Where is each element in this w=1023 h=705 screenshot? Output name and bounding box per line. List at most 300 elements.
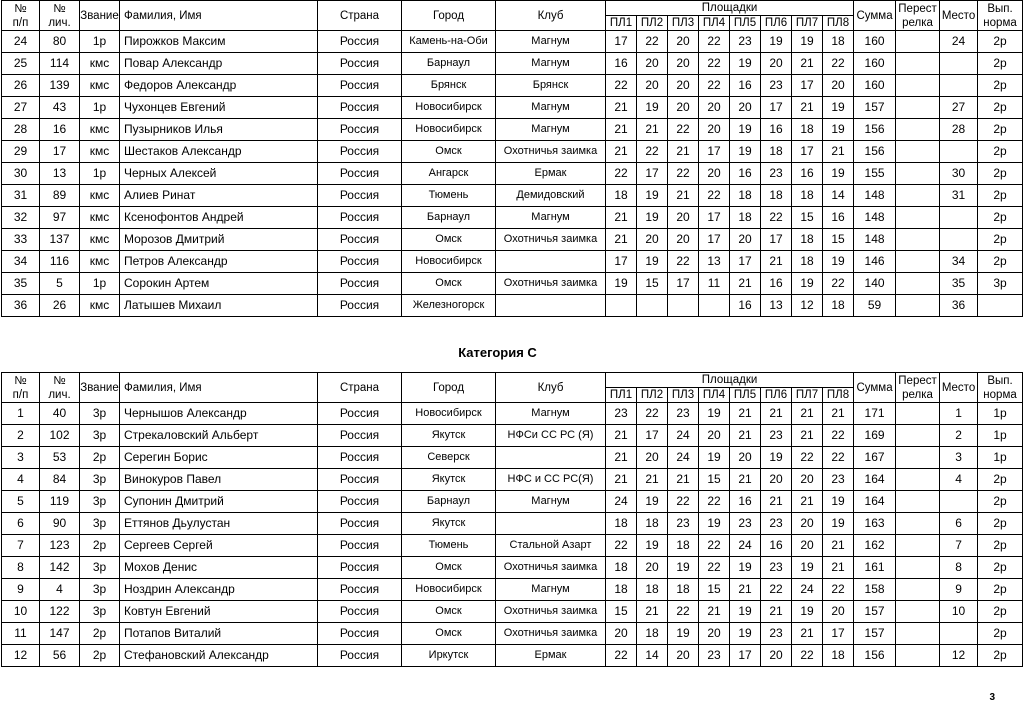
header-norm: Вып. норма — [978, 1, 1023, 31]
cell-place: 9 — [940, 579, 978, 601]
cell-score-pl3: 22 — [668, 251, 699, 273]
cell-city: Тюмень — [402, 535, 496, 557]
cell-score-pl7: 19 — [792, 601, 823, 623]
header-lic: № лич. — [40, 373, 80, 403]
cell-score-pl8: 21 — [823, 535, 854, 557]
cell-country: Россия — [318, 579, 402, 601]
cell-name: Повар Александр — [120, 53, 318, 75]
cell-score-pl5: 17 — [730, 645, 761, 667]
cell-shootoff — [896, 207, 940, 229]
cell-club: Магнум — [496, 403, 606, 425]
cell-score-pl2: 18 — [637, 513, 668, 535]
cell-shootoff — [896, 557, 940, 579]
table-row — [2, 535, 1023, 557]
cell-total: 160 — [854, 75, 896, 97]
cell-place: 35 — [940, 273, 978, 295]
cell-score-pl3: 20 — [668, 645, 699, 667]
cell-score-pl7: 24 — [792, 579, 823, 601]
cell-score-pl3: 21 — [668, 185, 699, 207]
cell-name: Чернышов Александр — [120, 403, 318, 425]
cell-shootoff — [896, 491, 940, 513]
table-row — [2, 229, 1023, 251]
cell-place: 12 — [940, 645, 978, 667]
cell-score-pl7: 22 — [792, 447, 823, 469]
cell-club: Ермак — [496, 163, 606, 185]
cell-norm: 2р — [978, 119, 1023, 141]
cell-score-pl6: 21 — [761, 251, 792, 273]
cell-license: 17 — [40, 141, 80, 163]
cell-norm: 2р — [978, 53, 1023, 75]
cell-score-pl5: 16 — [730, 491, 761, 513]
cell-score-pl5: 23 — [730, 513, 761, 535]
cell-score-pl6: 17 — [761, 97, 792, 119]
cell-score-pl5: 20 — [730, 229, 761, 251]
cell-no: 9 — [2, 579, 40, 601]
cell-shootoff — [896, 119, 940, 141]
cell-score-pl1: 21 — [606, 97, 637, 119]
cell-license: 142 — [40, 557, 80, 579]
cell-score-pl4: 22 — [699, 53, 730, 75]
cell-score-pl6: 19 — [761, 31, 792, 53]
cell-score-pl1: 17 — [606, 31, 637, 53]
cell-place: 27 — [940, 97, 978, 119]
cell-club: Магнум — [496, 119, 606, 141]
cell-score-pl2: 20 — [637, 53, 668, 75]
header-norm: Вып. норма — [978, 373, 1023, 403]
cell-license: 5 — [40, 273, 80, 295]
cell-score-pl3: 22 — [668, 119, 699, 141]
cell-score-pl4: 22 — [699, 31, 730, 53]
cell-score-pl8: 19 — [823, 513, 854, 535]
cell-rank: 2р — [80, 645, 120, 667]
cell-no: 12 — [2, 645, 40, 667]
cell-score-pl8: 19 — [823, 251, 854, 273]
cell-score-pl7: 17 — [792, 141, 823, 163]
cell-score-pl1: 22 — [606, 75, 637, 97]
cell-score-pl7: 20 — [792, 535, 823, 557]
header-range-2: ПЛ2 — [637, 388, 668, 403]
cell-rank: 3р — [80, 469, 120, 491]
table-row — [2, 163, 1023, 185]
cell-license: 114 — [40, 53, 80, 75]
cell-place: 31 — [940, 185, 978, 207]
cell-total: 161 — [854, 557, 896, 579]
cell-name: Латышев Михаил — [120, 295, 318, 317]
cell-license: 84 — [40, 469, 80, 491]
table-header — [2, 1, 1023, 31]
cell-shootoff — [896, 623, 940, 645]
cell-score-pl3: 24 — [668, 447, 699, 469]
cell-score-pl2: 17 — [637, 425, 668, 447]
cell-club: Охотничья заимка — [496, 601, 606, 623]
cell-total: 157 — [854, 97, 896, 119]
cell-rank: кмс — [80, 207, 120, 229]
cell-score-pl3: 23 — [668, 403, 699, 425]
cell-score-pl3: 18 — [668, 579, 699, 601]
cell-score-pl2: 18 — [637, 623, 668, 645]
table-row — [2, 623, 1023, 645]
cell-shootoff — [896, 163, 940, 185]
table-row — [2, 579, 1023, 601]
cell-license: 97 — [40, 207, 80, 229]
cell-score-pl4: 22 — [699, 557, 730, 579]
cell-license: 13 — [40, 163, 80, 185]
cell-total: 148 — [854, 185, 896, 207]
cell-city: Барнаул — [402, 491, 496, 513]
cell-name: Супонин Дмитрий — [120, 491, 318, 513]
cell-shootoff — [896, 53, 940, 75]
cell-norm: 2р — [978, 251, 1023, 273]
cell-club: Ермак — [496, 645, 606, 667]
cell-norm: 2р — [978, 491, 1023, 513]
cell-city: Омск — [402, 141, 496, 163]
cell-norm: 2р — [978, 163, 1023, 185]
table-row — [2, 601, 1023, 623]
cell-country: Россия — [318, 119, 402, 141]
cell-score-pl3: 22 — [668, 601, 699, 623]
cell-score-pl5: 19 — [730, 601, 761, 623]
table-row — [2, 251, 1023, 273]
cell-score-pl1: 24 — [606, 491, 637, 513]
cell-score-pl8: 20 — [823, 75, 854, 97]
cell-city: Барнаул — [402, 53, 496, 75]
cell-score-pl3: 19 — [668, 557, 699, 579]
cell-place: 8 — [940, 557, 978, 579]
cell-name: Алиев Ринат — [120, 185, 318, 207]
cell-country: Россия — [318, 75, 402, 97]
cell-city: Омск — [402, 601, 496, 623]
cell-club: Охотничья заимка — [496, 229, 606, 251]
cell-score-pl2: 21 — [637, 469, 668, 491]
table-row — [2, 469, 1023, 491]
table-header — [2, 373, 1023, 403]
cell-norm — [978, 295, 1023, 317]
cell-city: Новосибирск — [402, 579, 496, 601]
cell-total: 155 — [854, 163, 896, 185]
cell-score-pl2: 22 — [637, 31, 668, 53]
cell-rank: кмс — [80, 295, 120, 317]
table-row — [2, 75, 1023, 97]
cell-score-pl7: 18 — [792, 185, 823, 207]
cell-rank: 3р — [80, 491, 120, 513]
header-lic: № лич. — [40, 1, 80, 31]
table-row — [2, 425, 1023, 447]
cell-license: 102 — [40, 425, 80, 447]
cell-rank: 1р — [80, 163, 120, 185]
cell-country: Россия — [318, 601, 402, 623]
cell-score-pl7: 19 — [792, 273, 823, 295]
header-city: Город — [402, 1, 496, 31]
cell-no: 25 — [2, 53, 40, 75]
cell-name: Пузырников Илья — [120, 119, 318, 141]
cell-name: Потапов Виталий — [120, 623, 318, 645]
cell-score-pl7: 21 — [792, 97, 823, 119]
cell-rank: 2р — [80, 623, 120, 645]
cell-score-pl4: 21 — [699, 601, 730, 623]
cell-total: 171 — [854, 403, 896, 425]
cell-score-pl8: 19 — [823, 163, 854, 185]
cell-score-pl6: 18 — [761, 185, 792, 207]
cell-norm: 1р — [978, 447, 1023, 469]
cell-norm: 2р — [978, 185, 1023, 207]
cell-city: Барнаул — [402, 207, 496, 229]
cell-norm: 2р — [978, 469, 1023, 491]
table-row — [2, 513, 1023, 535]
cell-license: 137 — [40, 229, 80, 251]
cell-score-pl2: 22 — [637, 141, 668, 163]
cell-total: 140 — [854, 273, 896, 295]
cell-country: Россия — [318, 53, 402, 75]
cell-score-pl4: 22 — [699, 535, 730, 557]
cell-name: Ковтун Евгений — [120, 601, 318, 623]
cell-norm: 2р — [978, 513, 1023, 535]
header-range-7: ПЛ7 — [792, 16, 823, 31]
cell-score-pl2: 21 — [637, 119, 668, 141]
cell-score-pl8: 15 — [823, 229, 854, 251]
cell-score-pl2: 19 — [637, 251, 668, 273]
cell-country: Россия — [318, 469, 402, 491]
cell-rank: 2р — [80, 535, 120, 557]
cell-country: Россия — [318, 295, 402, 317]
cell-rank: кмс — [80, 53, 120, 75]
cell-no: 8 — [2, 557, 40, 579]
cell-score-pl7: 16 — [792, 163, 823, 185]
cell-name: Винокуров Павел — [120, 469, 318, 491]
cell-city: Омск — [402, 557, 496, 579]
cell-name: Стефановский Александр — [120, 645, 318, 667]
cell-norm: 2р — [978, 579, 1023, 601]
cell-score-pl6: 22 — [761, 207, 792, 229]
cell-score-pl5: 21 — [730, 273, 761, 295]
cell-score-pl6: 23 — [761, 623, 792, 645]
cell-place: 30 — [940, 163, 978, 185]
cell-score-pl4: 20 — [699, 163, 730, 185]
header-range-5: ПЛ5 — [730, 388, 761, 403]
cell-no: 34 — [2, 251, 40, 273]
cell-no: 11 — [2, 623, 40, 645]
cell-score-pl4: 22 — [699, 185, 730, 207]
cell-place: 1 — [940, 403, 978, 425]
cell-score-pl8: 23 — [823, 469, 854, 491]
cell-club — [496, 295, 606, 317]
cell-score-pl4: 22 — [699, 75, 730, 97]
cell-shootoff — [896, 75, 940, 97]
cell-score-pl8: 19 — [823, 491, 854, 513]
cell-total: 157 — [854, 601, 896, 623]
cell-name: Федоров Александр — [120, 75, 318, 97]
cell-total: 146 — [854, 251, 896, 273]
cell-club: Магнум — [496, 53, 606, 75]
cell-license: 119 — [40, 491, 80, 513]
cell-score-pl2: 19 — [637, 207, 668, 229]
cell-score-pl6: 20 — [761, 645, 792, 667]
cell-shootoff — [896, 185, 940, 207]
cell-country: Россия — [318, 645, 402, 667]
cell-license: 43 — [40, 97, 80, 119]
cell-score-pl4: 20 — [699, 97, 730, 119]
cell-no: 28 — [2, 119, 40, 141]
cell-score-pl8: 21 — [823, 141, 854, 163]
category-title: Категория С — [458, 345, 537, 360]
cell-score-pl3: 22 — [668, 491, 699, 513]
cell-score-pl5: 19 — [730, 119, 761, 141]
cell-norm: 2р — [978, 623, 1023, 645]
cell-score-pl2: 19 — [637, 97, 668, 119]
cell-score-pl5: 24 — [730, 535, 761, 557]
cell-city: Омск — [402, 273, 496, 295]
cell-license: 56 — [40, 645, 80, 667]
cell-score-pl6: 18 — [761, 141, 792, 163]
cell-name: Морозов Дмитрий — [120, 229, 318, 251]
cell-place: 4 — [940, 469, 978, 491]
cell-license: 147 — [40, 623, 80, 645]
cell-score-pl8: 17 — [823, 623, 854, 645]
header-range-6: ПЛ6 — [761, 16, 792, 31]
cell-score-pl7: 12 — [792, 295, 823, 317]
header-range-7: ПЛ7 — [792, 388, 823, 403]
cell-score-pl6: 23 — [761, 557, 792, 579]
cell-name: Сергеев Сергей — [120, 535, 318, 557]
cell-norm: 2р — [978, 601, 1023, 623]
cell-score-pl6: 16 — [761, 273, 792, 295]
cell-club — [496, 251, 606, 273]
cell-country: Россия — [318, 535, 402, 557]
cell-no: 31 — [2, 185, 40, 207]
cell-no: 32 — [2, 207, 40, 229]
cell-place: 10 — [940, 601, 978, 623]
header-range-1: ПЛ1 — [606, 16, 637, 31]
cell-city: Северск — [402, 447, 496, 469]
cell-score-pl5: 23 — [730, 31, 761, 53]
cell-club: Магнум — [496, 97, 606, 119]
cell-score-pl2: 19 — [637, 185, 668, 207]
cell-score-pl5: 21 — [730, 425, 761, 447]
cell-score-pl5: 19 — [730, 557, 761, 579]
cell-shootoff — [896, 97, 940, 119]
cell-score-pl5: 20 — [730, 447, 761, 469]
cell-license: 90 — [40, 513, 80, 535]
cell-score-pl4: 11 — [699, 273, 730, 295]
cell-club: Магнум — [496, 31, 606, 53]
cell-score-pl8: 22 — [823, 425, 854, 447]
table-body-top — [2, 31, 1023, 317]
cell-rank: 3р — [80, 403, 120, 425]
cell-rank: 2р — [80, 447, 120, 469]
cell-shootoff — [896, 251, 940, 273]
cell-score-pl6: 22 — [761, 579, 792, 601]
cell-score-pl6: 23 — [761, 163, 792, 185]
cell-club: Брянск — [496, 75, 606, 97]
header-range-3: ПЛ3 — [668, 16, 699, 31]
cell-shootoff — [896, 469, 940, 491]
cell-name: Серегин Борис — [120, 447, 318, 469]
cell-no: 30 — [2, 163, 40, 185]
cell-norm: 2р — [978, 141, 1023, 163]
cell-score-pl7: 15 — [792, 207, 823, 229]
cell-score-pl7: 19 — [792, 557, 823, 579]
cell-city: Якутск — [402, 469, 496, 491]
cell-country: Россия — [318, 513, 402, 535]
cell-norm: 1р — [978, 425, 1023, 447]
cell-norm: 2р — [978, 535, 1023, 557]
header-shootoff: Перест релка — [896, 373, 940, 403]
cell-club: Охотничья заимка — [496, 557, 606, 579]
cell-city: Новосибирск — [402, 251, 496, 273]
cell-rank: 3р — [80, 557, 120, 579]
cell-norm: 2р — [978, 97, 1023, 119]
cell-score-pl4: 22 — [699, 491, 730, 513]
header-shootoff: Перест релка — [896, 1, 940, 31]
cell-total: 148 — [854, 229, 896, 251]
cell-score-pl5: 16 — [730, 295, 761, 317]
cell-club: НФСи СС РС (Я) — [496, 425, 606, 447]
cell-score-pl3: 20 — [668, 53, 699, 75]
cell-score-pl1: 23 — [606, 403, 637, 425]
cell-city: Якутск — [402, 425, 496, 447]
cell-city: Якутск — [402, 513, 496, 535]
header-club: Клуб — [496, 373, 606, 403]
cell-norm: 2р — [978, 75, 1023, 97]
cell-score-pl1: 22 — [606, 645, 637, 667]
header-range-4: ПЛ4 — [699, 388, 730, 403]
cell-score-pl6: 17 — [761, 229, 792, 251]
cell-score-pl1: 20 — [606, 623, 637, 645]
cell-rank: 1р — [80, 97, 120, 119]
cell-score-pl1: 22 — [606, 163, 637, 185]
cell-country: Россия — [318, 623, 402, 645]
cell-no: 35 — [2, 273, 40, 295]
header-range-4: ПЛ4 — [699, 16, 730, 31]
table-row — [2, 141, 1023, 163]
cell-score-pl8: 19 — [823, 97, 854, 119]
header-range-3: ПЛ3 — [668, 388, 699, 403]
cell-name: Ксенофонтов Андрей — [120, 207, 318, 229]
cell-no: 3 — [2, 447, 40, 469]
cell-total: 156 — [854, 119, 896, 141]
cell-club — [496, 447, 606, 469]
cell-score-pl4: 23 — [699, 645, 730, 667]
results-table-category-c — [1, 372, 1023, 667]
cell-rank: кмс — [80, 141, 120, 163]
cell-rank: 3р — [80, 601, 120, 623]
cell-rank: кмс — [80, 75, 120, 97]
cell-shootoff — [896, 141, 940, 163]
cell-club: Охотничья заимка — [496, 141, 606, 163]
cell-shootoff — [896, 425, 940, 447]
cell-country: Россия — [318, 557, 402, 579]
cell-score-pl2: 20 — [637, 75, 668, 97]
cell-score-pl1: 19 — [606, 273, 637, 295]
cell-no: 29 — [2, 141, 40, 163]
table-body-category-c — [2, 403, 1023, 667]
cell-total: 160 — [854, 53, 896, 75]
cell-place: 2 — [940, 425, 978, 447]
cell-score-pl3: 19 — [668, 623, 699, 645]
cell-score-pl4: 19 — [699, 447, 730, 469]
cell-score-pl4: 15 — [699, 579, 730, 601]
cell-shootoff — [896, 273, 940, 295]
cell-name: Мохов Денис — [120, 557, 318, 579]
cell-rank: 3р — [80, 425, 120, 447]
header-rank: Звание — [80, 373, 120, 403]
cell-total: 167 — [854, 447, 896, 469]
cell-score-pl3: 23 — [668, 513, 699, 535]
cell-country: Россия — [318, 31, 402, 53]
cell-score-pl3: 20 — [668, 31, 699, 53]
page-number: 3 — [989, 692, 995, 703]
header-range-6: ПЛ6 — [761, 388, 792, 403]
cell-place: 7 — [940, 535, 978, 557]
